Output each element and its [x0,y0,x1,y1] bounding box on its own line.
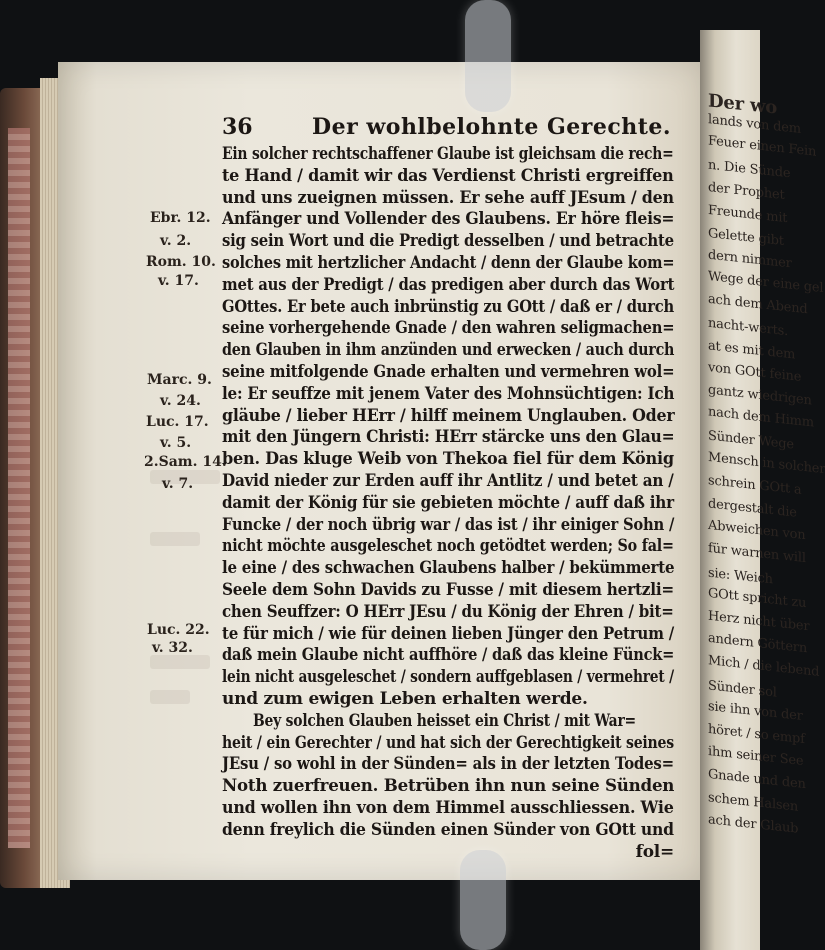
facing-page-line: Der wo [708,90,778,119]
text-line: daß mein Glaube nicht auffhöre / daß das kleine Fünck= [222,645,675,666]
text-line: nicht möchte ausgeleschet noch getödtet werden; So fal= [222,536,674,557]
page-header [222,114,674,144]
bottom-clip [460,850,506,950]
facing-page-line: n. Die Sünde [708,157,791,182]
facing-page-line: Sünder Wege [708,428,794,453]
text-line: Funcke / der noch übrig war / das ist / ihr einiger Sohn / [222,514,675,535]
margin-note: Luc. 22. [147,622,210,638]
facing-page-line: Gelette gibt [708,225,784,249]
text-line: Noth zuerfreuen. Betrüben ihn nun seine Sünden [222,776,675,797]
text-line: Anfänger und Vollender des Glaubens. Er höre fleis= [222,209,675,230]
text-line: heit / ein Gerechter / und hat sich der Gerechtigkeit seines [222,732,674,753]
text-line: met aus der Predigt / das predigen aber durch das Wort [222,274,675,295]
text-line: chen Seuffzer: O HErr JEsu / du König der Ehren / bit= [222,601,674,622]
facing-page-line: für warnen will [708,540,806,567]
facing-page-line: Abweichen von [708,518,806,544]
text-line: den Glauben in ihm anzünden und erwecken / auch durch [222,340,675,361]
running-title: Der wohlbelohnte Gerechte. [312,114,672,140]
text-line: le: Er seuffze mit jenem Vater des Mohnsüchtigen: Ich [222,383,675,404]
margin-note: Luc. 17. [146,414,209,430]
facing-page-line: Herz nicht über [708,608,810,635]
catchword: fol= [635,841,674,862]
margin-note: Marc. 9. [147,372,212,388]
facing-page-line: GOtt spricht zu [708,586,807,612]
facing-page-line: andern Göttern [708,631,807,657]
facing-page-line: ihm seiner See [708,744,804,770]
facing-page-line: schrein GOtt a [708,473,802,499]
margin-note: Ebr. 12. [150,210,211,226]
margin-note: 2.Sam. 14. [144,454,227,470]
facing-page-line: ach der Glaub [708,812,799,837]
text-line: te für mich / wie für deinen lieben Jünger den Petrum / [222,623,675,644]
text-line: seine vorhergehende Gnade / den wahren seligmachen= [222,318,675,339]
bleed-through [150,655,210,669]
body-text [222,144,674,842]
text-line: denn freylich die Sünden einen Sünder von GOtt und [222,819,674,840]
text-line: gläube / lieber HErr / hilff meinem Unglauben. Oder [222,405,675,426]
margin-note: Rom. 10. [146,254,216,270]
facing-page-line: at es mit dem [708,338,796,363]
facing-page-line: der Prophet [708,180,785,204]
facing-page-line: sie ihn von der [708,699,803,725]
facing-page-line: nach dem Himm [708,404,814,431]
text-line: Seele dem Sohn Davids zu Fusse / mit diesem hertzli= [222,579,674,600]
text-line: solches mit hertzlicher Andacht / denn der Glaube kom= [222,252,675,273]
text-line: Ein solcher rechtschaffener Glaube ist gleichsam die rech= [222,144,674,164]
text-line: le eine / des schwachen Glaubens halber / bekümmerte [222,558,675,579]
facing-page-line: dern nimmer [708,247,792,272]
facing-page-line: lands von dem [708,111,801,137]
facing-page-line: nacht-werts. [708,315,789,340]
text-line: JEsu / so wohl in der Sünden= als in der letzten Todes= [222,754,674,775]
facing-page [700,30,825,950]
text-line: damit der König für sie gebieten möchte / auff daß ihr [222,492,674,513]
facing-page-line: Mich / die lebend [708,653,820,680]
facing-page-line: Freunde mit [708,202,788,227]
facing-page-line: Mensch in solcher [708,449,825,477]
facing-page-line: dergestalt die [708,496,797,521]
text-line: David nieder zur Erden auff ihr Antlitz / und betet an / [222,470,674,491]
facing-page-line: von GOtt feine [708,360,802,386]
margin-note: v. 32. [152,640,193,656]
top-clip [465,0,511,112]
text-line: mit den Jüngern Christi: HErr stärcke uns den Glau= [222,427,675,448]
margin-note: v. 17. [158,273,199,289]
margin-note: v. 24. [160,393,201,409]
text-line: und wollen ihn von dem Himmel ausschliessen. Wie [222,797,674,818]
bleed-through [150,690,190,704]
facing-page-line: Wege der eine gel [708,268,824,296]
text-line: und zum ewigen Leben erhalten werde. [222,688,588,709]
text-line: Bey solchen Glauben heisset ein Christ / mit War= [253,710,636,731]
page-text [222,114,674,863]
text-line: ben. Das kluge Weib von Thekoa fiel für dem König [222,449,674,470]
margin-note: v. 5. [160,435,192,451]
facing-page-line: schem Halsen [708,789,799,815]
text-line: und uns zueignen müssen. Er sehe auff JEsum / den [222,187,674,208]
red-edge-pages [8,128,30,848]
text-line: te Hand / damit wir das Verdienst Christi ergreiffen [222,165,674,186]
facing-page-line: Feuer einen Fein [708,133,817,160]
facing-page-line: Sünder sol [708,677,777,701]
text-line: sig sein Wort und die Predigt desselben / und betrachte [222,231,674,252]
text-line: lein nicht ausgeleschet / sondern auffgeblasen / vermehret / [222,667,674,688]
margin-note: v. 7. [162,476,194,492]
facing-page-line: höret / so empf [708,721,805,747]
text-line: seine mitfolgende Gnade erhalten und vermehren wol= [222,361,675,382]
facing-page-line: sie: Weich [708,565,773,588]
page-number: 36 [222,114,253,140]
margin-note: v. 2. [160,233,192,249]
bleed-through [150,532,200,546]
facing-page-line: gantz wiedrigen [708,382,812,409]
facing-page-line: Gnade und den [708,766,806,793]
text-line: GOttes. Er bete auch inbrünstig zu GOtt / daß er / durch [222,296,674,317]
facing-page-line: ach dem Abend [708,292,808,318]
